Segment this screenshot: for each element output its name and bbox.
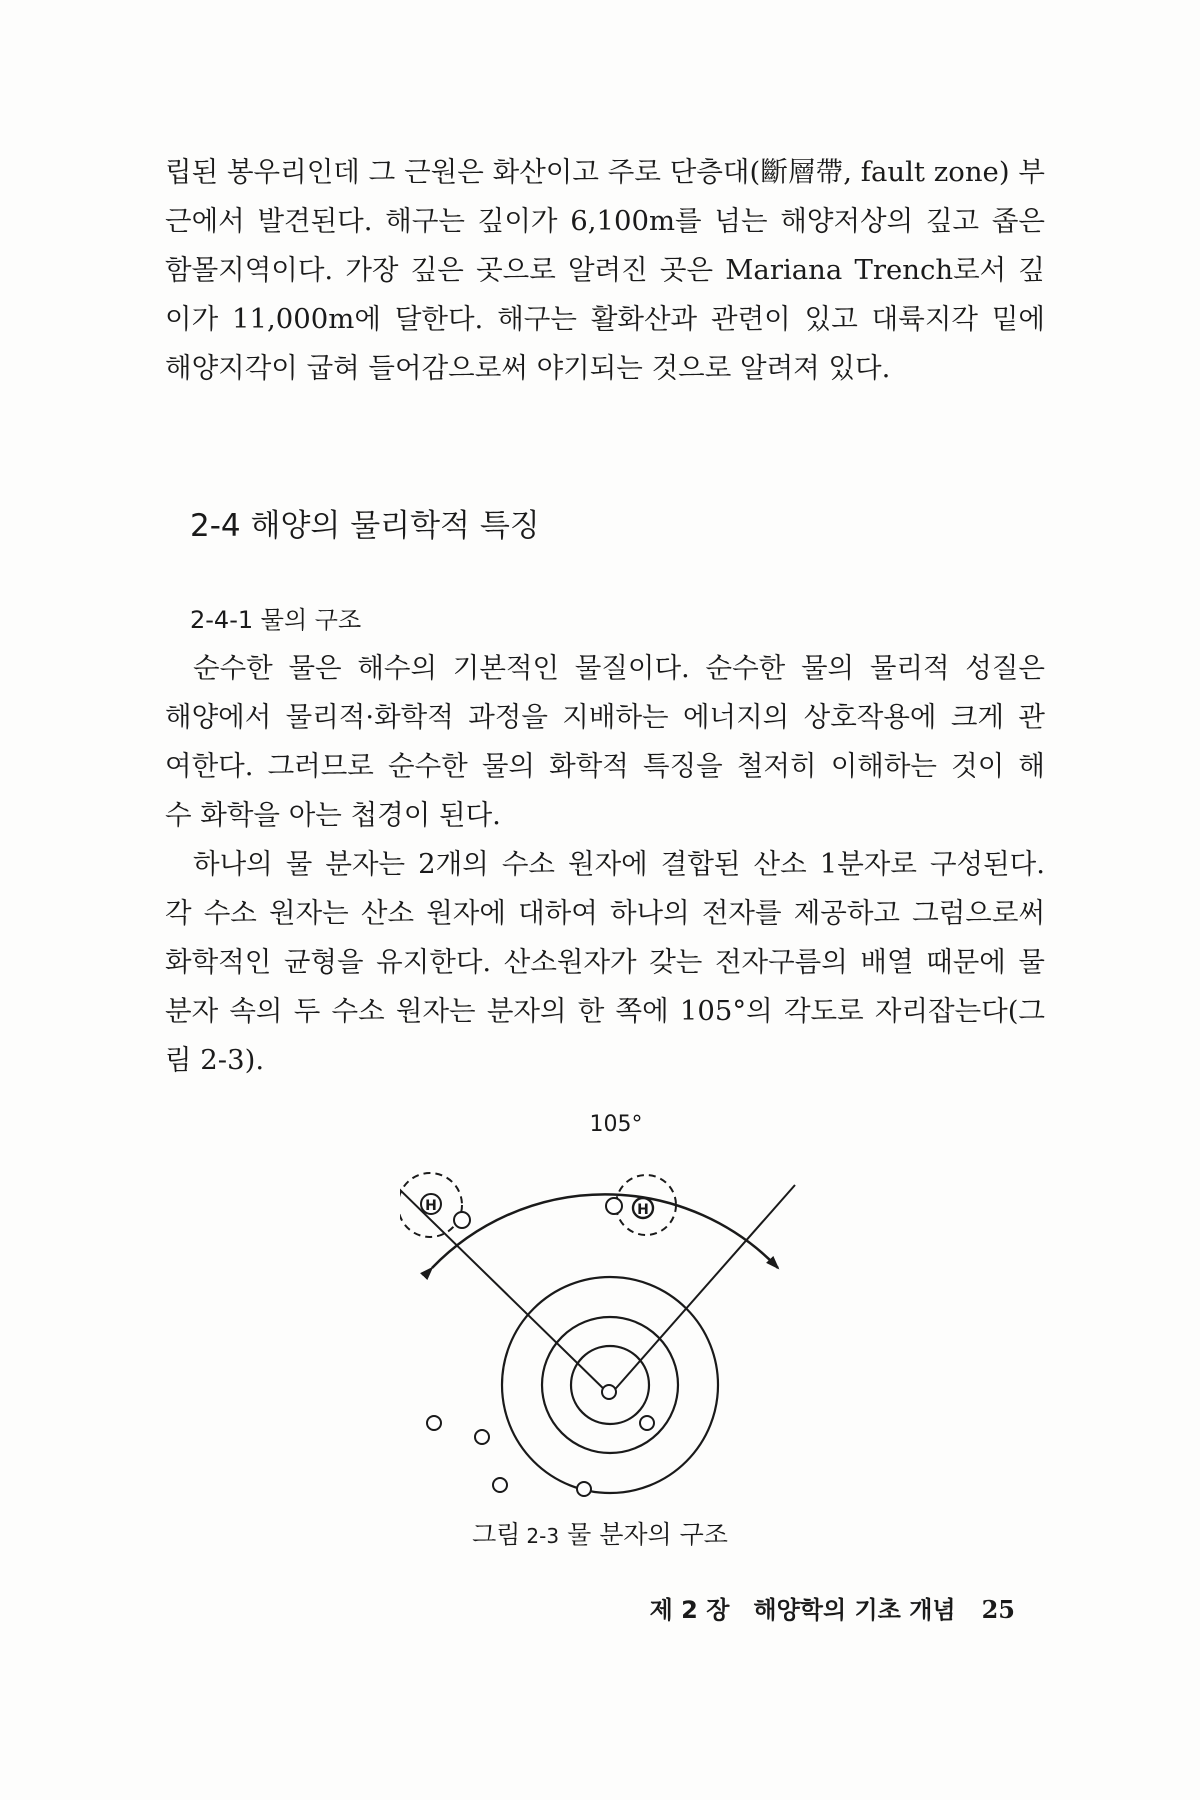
hydrogen-label: H [425, 1198, 437, 1214]
angle-arc [432, 1194, 778, 1268]
subsection-heading [190, 600, 361, 635]
water-molecule-diagram [400, 1105, 820, 1505]
intro-paragraph [165, 148, 1045, 393]
body-paragraph-1 [165, 644, 1045, 840]
section-number: 2-4 [190, 508, 241, 544]
electron [640, 1416, 654, 1430]
text-line: 분자 속의 두 수소 원자는 분자의 한 쪽에 105°의 각도로 자리잡는다(그 [165, 995, 1045, 1027]
text-line: 립된 봉우리인데 그 근원은 화산이고 주로 단층대(斷層帶, fault zone) 부 [165, 156, 1045, 188]
caption-title: 물 분자의 구조 [567, 1520, 728, 1549]
page-number: 25 [981, 1595, 1015, 1624]
hydrogen-label: H [637, 1202, 649, 1218]
body-paragraph-2 [165, 840, 1045, 1085]
text-line: 해양지각이 굽혀 들어감으로써 야기되는 것으로 알려져 있다. [165, 352, 891, 384]
text-line: 근에서 발견된다. 해구는 깊이가 6,100m를 넘는 해양저상의 깊고 좁은 [165, 205, 1045, 237]
section-title: 해양의 물리학적 특징 [250, 508, 540, 544]
water-molecule-figure [400, 1105, 820, 1505]
text-line: 림 2-3). [165, 1044, 265, 1076]
subsection-title: 물의 구조 [260, 606, 362, 634]
section-heading [190, 500, 540, 545]
text-line: 함몰지역이다. 가장 깊은 곳으로 알려진 곳은 Mariana Trench로서 깊 [165, 254, 1045, 286]
figure-caption [0, 1515, 1200, 1551]
electron [602, 1385, 616, 1399]
chapter-title: 해양학의 기초 개념 [753, 1596, 956, 1624]
angle-label: 105° [589, 1112, 643, 1137]
caption-prefix: 그림 [472, 1520, 521, 1549]
caption-number: 2-3 [526, 1524, 560, 1548]
text-line: 하나의 물 분자는 2개의 수소 원자에 결합된 산소 1분자로 구성된다. [193, 848, 1045, 880]
electron [493, 1478, 507, 1492]
electron [475, 1430, 489, 1444]
electron [606, 1198, 622, 1214]
subsection-number: 2-4-1 [190, 606, 254, 634]
text-line: 화학적인 균형을 유지한다. 산소원자가 갖는 전자구름의 배열 때문에 물 [165, 946, 1045, 978]
chapter-number: 제 2 장 [649, 1596, 730, 1624]
text-line: 해양에서 물리적·화학적 과정을 지배하는 에너지의 상호작용에 크게 관 [165, 701, 1045, 733]
text-line: 순수한 물은 해수의 기본적인 물질이다. 순수한 물의 물리적 성질은 [193, 652, 1045, 684]
electron [454, 1212, 470, 1228]
right-hydrogen-atom [633, 1198, 653, 1218]
left-hydrogen-atom [421, 1194, 441, 1214]
text-line: 여한다. 그러므로 순수한 물의 화학적 특징을 철저히 이해하는 것이 해 [165, 750, 1045, 782]
text-line: 수 화학을 아는 첩경이 된다. [165, 799, 501, 831]
text-line: 이가 11,000m에 달한다. 해구는 활화산과 관련이 있고 대륙지각 밑에 [165, 303, 1045, 335]
page-footer [650, 1590, 1015, 1625]
text-line: 각 수소 원자는 산소 원자에 대하여 하나의 전자를 제공하고 그럼으로써 [165, 897, 1045, 929]
electron [427, 1416, 441, 1430]
electron [577, 1482, 591, 1496]
